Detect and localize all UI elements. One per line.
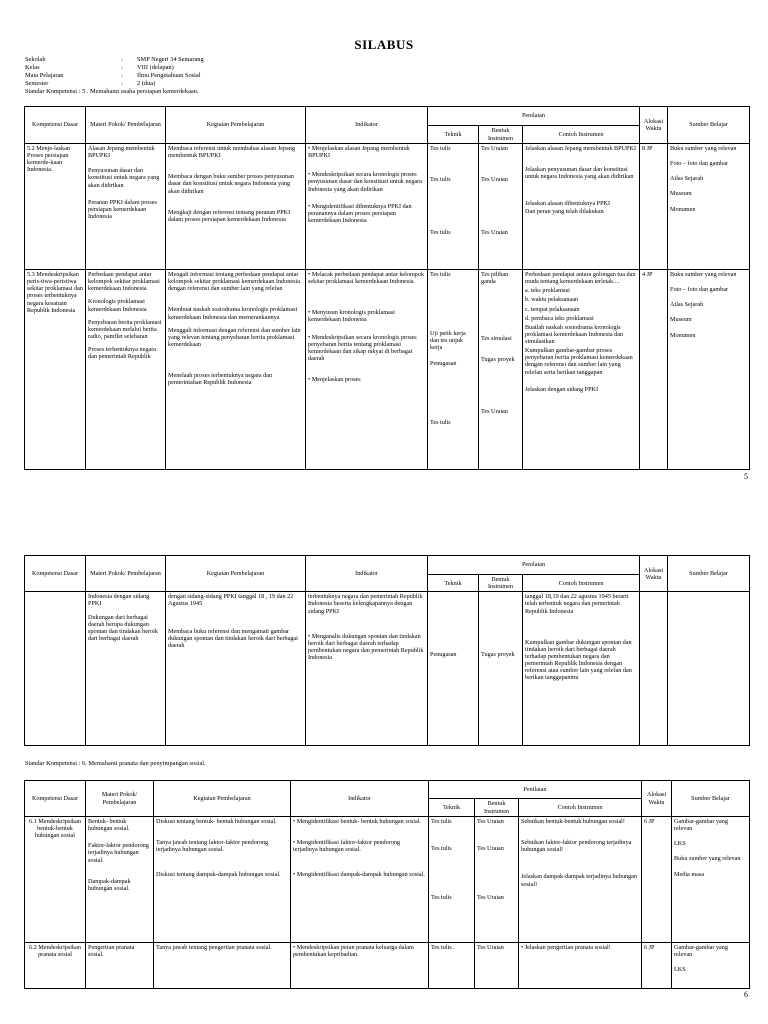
- cell-sumber: Buku sumber yang relevan Foto – foto dan gambar Atlas Sejarah Museum Monumen: [668, 144, 750, 270]
- table-row: [25, 943, 750, 989]
- cell-kegiatan: Mengali informasi tentang perbedaan pendapat antar kelompok sekitar proklamasi kemerdekaan Indonesia dengan referensi dan sumber lain yang relefan Membuat naskah sosiodrama kronologis proklamasi kemerdekaan Indonesia dan memerankannya Menggali informasi dengan referensi dan sumber lain yang relevan tentang penyebaran berita proklamasi kemerdekaan Menelaah proses terbentuknya negara dan pemerintahan Republik Indonesia: [166, 270, 306, 470]
- cell-materi: Alasan Jepang membentuk BPUPKI Penyusunan dasar dan konstitusi untuk negara yang akan didirikan Peranan PPKI dalam proses persiapan kemerdekaan Indonesia: [86, 144, 166, 270]
- header-kegiatan: Kegiatan Pembelajaran: [166, 107, 306, 144]
- table-row: [25, 592, 750, 746]
- cell-kd: 6.1 Mendeskripsikan bentuk-bentuk hubungan sosial: [25, 817, 86, 943]
- cell-kegiatan: Tanya jawab tentang pengertian pranata sosial.: [154, 943, 291, 989]
- cell-alokasi: 6 JP: [642, 817, 672, 943]
- header-alokasi: Alokasi Waktu: [640, 556, 668, 592]
- header-penilaian: Penilaian: [429, 781, 642, 799]
- header-sumber: Sumber Belajar: [668, 556, 750, 592]
- header-materi: Materi Pokok/ Pembelajaran: [86, 107, 166, 144]
- cell-contoh: Jelaskan alasan Jepang membentuk BPUPKI Jelaskan penyusunan dasar dan konstitusi untuk negara Indonesia yang akan didirikan Jelaskan alasan dibentuknya PPKI Dan peran yang telah dilakukan: [523, 144, 640, 270]
- cell-teknik: Penugasan: [428, 592, 479, 746]
- header-indikator: Indikator: [306, 556, 428, 592]
- cell-materi: Pengertian pranata sosial.: [86, 943, 154, 989]
- header-alokasi: Alokasi Waktu: [642, 781, 672, 817]
- table-row: [25, 817, 750, 943]
- header-indikator: Indikator: [291, 781, 429, 817]
- cell-sumber: Gambar-gambar yang relevan LKS Buku sumber yang relevan Media masa: [672, 817, 750, 943]
- header-kegiatan: Kegiatan Pembelajaran: [154, 781, 291, 817]
- syllabus-table-2: [24, 555, 750, 746]
- meta-semester: Semester : 2 (dua): [25, 80, 156, 87]
- cell-bentuk: Tes Uraian Tes Uraian Tes Uraian: [479, 144, 523, 270]
- cell-bentuk: Tes Uraian Tes Uraian Tes Uraian: [475, 817, 519, 943]
- cell-materi: Indonesia dengan sidang PPKI Dukungan dari berbagai daerah berupa dukungan spontan dan tindakan heroik dari berbagai daerah: [86, 592, 166, 746]
- cell-kegiatan: dengan sidang-sidang PPKI tanggal 18 , 19 dan 22 Agustus 1945 Membaca buku referensi dan mengamati gambar dukungan spontan dan tindakan heroik dari berbagai daerah: [166, 592, 306, 746]
- header-materi: Materi Pokok/ Pembelajaran: [86, 781, 154, 817]
- cell-indikator: terbentuknya negara dan pemerintah Republik Indonesia beserta kelengkapannya dengan sidang PPKI • Menganalis dukungan spontan dan tindakan heroik dari berbagai daerah terhadap pembentukan negara dan pemerintah Republik Indonesia: [306, 592, 428, 746]
- header-indikator: Indikator: [306, 107, 428, 144]
- cell-alokasi: 4 JP: [640, 270, 668, 470]
- cell-indikator: • Mengidentifikasi bentuk- bentuk hubungan sosial. • Mengidentifikasi faktor-faktor pendorong terjadinya hubungan sosial. • Mengidentifikasi dampak-dampak hubungan sosial.: [291, 817, 429, 943]
- header-sumber: Sumber Belajar: [672, 781, 750, 817]
- cell-teknik: Tes tulis Tes tulis Tes tulis: [429, 817, 475, 943]
- header-teknik: Teknik: [428, 126, 479, 144]
- cell-contoh: tanggal 18,19 dan 22 agustus 1945 berarti telah terbentuk negara dan pemerintah Republik Indonesia Kumpulkan gambar dukungan spontan dan tindakan heroik dari berbagai daerah terhadap pembentukan negara dan pemerintah Republik Indonesia dengan referensi atau sumber lain yang relefan dan berikan tanggapanmu: [523, 592, 640, 746]
- cell-teknik: Tes tulis .: [429, 943, 475, 989]
- cell-bentuk: Tugas proyek: [479, 592, 523, 746]
- cell-teknik: Tes tulis Uji petik kerja dan tes unjuk kerja Penugasan Tes tulis: [428, 270, 479, 470]
- meta-class: Kelas : VIII (delapan): [25, 64, 174, 71]
- cell-contoh: Perbedaan pendapat antara golongan tua dan muda tentang kemerdekaan terletak.... a. teks proklamasi b. waktu pelaksanaan c. tempat pelaksanaan d. pembaca teks proklamasi Buatlah naskah sosiodrama kronologis proklamasi kemerdekaan Indonesia dan simulasikan Kumpulkan gambar-gambar proses penyebaran berita proklamasi kemerdekaan dengan referensi dan sumber lain yang relefan serta berikan tanggapan Jelaskan dengan sidang PPKI: [523, 270, 640, 470]
- header-teknik: Teknik: [428, 575, 479, 592]
- header-kd: Kompetensi Dasar: [25, 556, 86, 592]
- cell-indikator: • Mendeskripsikan peran pranata keluarga dalam pembentukan kepribadian.: [291, 943, 429, 989]
- cell-alokasi: [640, 592, 668, 746]
- cell-alokasi: 6 JP: [642, 943, 672, 989]
- header-bentuk: Bentuk Instrumen: [475, 799, 519, 817]
- school-info: [25, 56, 204, 96]
- page-number: 5: [744, 472, 748, 481]
- cell-indikator: • Melacak perbedaan pendapat antar kelompok sekitar proklamasi kemerdekaan Indonesia • Menyusun kronologis proklamasi kemerdekaan Indonesia • Mendeskripsikan secara kronologis proses penyebaran berita tentang proklamasi kemerdekaan dan sikap rakyat di berbagai daerah • Menjelaskan proses: [306, 270, 428, 470]
- cell-kd: 5.3 Mendeskripsikan peris-tiwa-peristiwa sekitar proklamasi dan proses terbentuknya negara kesatuan Republik Indonesia: [25, 270, 86, 470]
- header-alokasi: Alokasi Waktu: [640, 107, 668, 144]
- cell-indikator: • Menjelaskan alasan Jepang membentuk BPUPKI • Mendeskripsikan secara kronologis proses penyusunan dasar dan konstitusi untuk negara Indonesia yang akan didirikan • Mengidentifikasi dibentuknya PPKI dan peranannya dalam proses persiapan kemerdekaan Indonesia: [306, 144, 428, 270]
- header-sumber: Sumber Belajar: [668, 107, 750, 144]
- meta-school: Sekolah : SMP Negeri 34 Semarang: [25, 56, 204, 63]
- cell-contoh: • Jelaskan pengertian pranata sosial!: [519, 943, 642, 989]
- cell-alokasi: 8 JP: [640, 144, 668, 270]
- cell-materi: Perbedaan pendapat antar kelompok sekitar proklamasi kemerdekaan Indonesia Kronologis proklamasi kemerdekaan Indonesia Penyebaran berita proklamasi kemerdekaan melalui berita radio, pamflet selebaran Proses terbentuknya negara dan pemerintah Republik: [86, 270, 166, 470]
- syllabus-table-3: [24, 780, 750, 989]
- cell-sumber: Gambar-gambar yang relevan LKS: [672, 943, 750, 989]
- cell-sumber: Buku sumber yang relevan Foto – foto dan gambar Atlas Sejarah Museum Monumen: [668, 270, 750, 470]
- table-row: [25, 270, 750, 470]
- competency-standard: Standar Kompetensi : 5 . Memahami usaha persiapan kemerdekaan.: [25, 88, 199, 95]
- header-kegiatan: Kegiatan Pembelajaran: [166, 556, 306, 592]
- header-contoh: Contoh Instrumen: [519, 799, 642, 817]
- header-contoh: Contoh Instrumen: [523, 575, 640, 592]
- header-bentuk: Bentuk Instrumen: [479, 126, 523, 144]
- header-teknik: Teknik: [429, 799, 475, 817]
- header-contoh: Contoh Instrumen: [523, 126, 640, 144]
- header-bentuk: Bentuk Instrumen: [479, 575, 523, 592]
- cell-sumber: [668, 592, 750, 746]
- header-kd: Kompetensi Dasar: [25, 107, 86, 144]
- cell-kd: [25, 592, 86, 746]
- header-penilaian: Penilaian: [428, 107, 640, 126]
- page-title: SILABUS: [354, 37, 414, 52]
- syllabus-table-1: [24, 106, 750, 470]
- cell-contoh: Sebutkan bentuk-bentuk hubungan sosial! Sebutkan faktor-faktor pendorong terjadinya hubungan sosial! Jelaskan dampak-dampak terjadinya hubungan sosial!: [519, 817, 642, 943]
- cell-bentuk: Tes pilihan ganda Tes simulasi Tugas proyek Tes Uraian: [479, 270, 523, 470]
- cell-kd: 5.2 Menje-laskan Proses persiapan kemerde-kaan Indonesia.: [25, 144, 86, 270]
- cell-kd: 6.2 Mendeskripsikan pranata sosial: [25, 943, 86, 989]
- meta-subject: Mata Pelajaran : Ilmu Pengetahuan Sosial: [25, 72, 201, 79]
- header-materi: Materi Pokok/ Pembelajaran: [86, 556, 166, 592]
- header-kd: Kompetensi Dasar: [25, 781, 86, 817]
- cell-kegiatan: Membaca referensi untuk membahas alasan Jepang membentuk BPUPKI Membaca dengan buku sumber proses penyusunan dasar dan konstitusi untuk negara Indonesia yang akan didirikan Mengkaji dengan referensi tentang peranan PPKI dalam proses persiapan kemerdekaan Indonesia: [166, 144, 306, 270]
- cell-kegiatan: Diskusi tentang bentuk- bentuk hubungan sosial. Tanya jawab tentang faktor-faktor pendorong terjadinya hubungan sosial. Diskusi tentang dampak-dampak hubungan sosial.: [154, 817, 291, 943]
- page-number-2: 6: [744, 990, 748, 999]
- cell-bentuk: Tes Uraian: [475, 943, 519, 989]
- table-row: [25, 144, 750, 270]
- competency-standard-2: Standar Kompetensi : 6. Memahami pranata dan penyimpangan sosial.: [25, 760, 206, 767]
- cell-teknik: Tes tulis Tes tulis Tes tulis: [428, 144, 479, 270]
- header-penilaian: Penilaian: [428, 556, 640, 575]
- cell-materi: Bentuk- bentuk hubungan sosial. Faktor-faktor pendorong terjadinya hubungan sosial. Dampak-dampak hubungan sosial.: [86, 817, 154, 943]
